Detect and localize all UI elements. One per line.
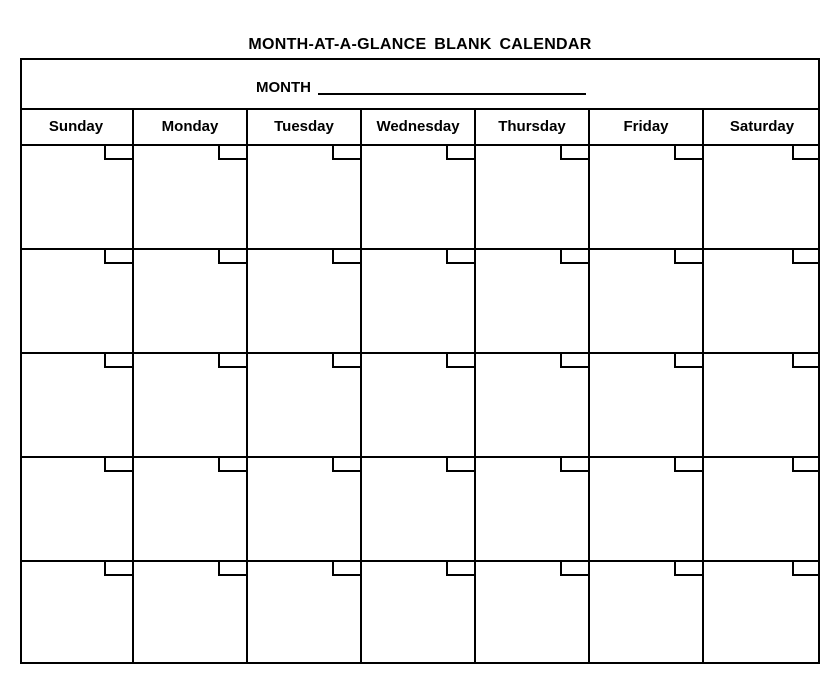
date-number-box[interactable] [560, 562, 588, 576]
day-cell[interactable] [20, 250, 134, 354]
day-cell[interactable] [248, 354, 362, 458]
date-number-box[interactable] [332, 562, 360, 576]
day-cell[interactable] [704, 354, 820, 458]
day-cell[interactable] [704, 562, 820, 664]
date-number-box[interactable] [446, 146, 474, 160]
date-number-box[interactable] [104, 146, 132, 160]
date-number-box[interactable] [332, 354, 360, 368]
date-number-box[interactable] [218, 562, 246, 576]
month-label: MONTH [256, 79, 311, 96]
day-cell[interactable] [704, 458, 820, 562]
date-number-box[interactable] [674, 354, 702, 368]
day-cell[interactable] [476, 562, 590, 664]
date-number-box[interactable] [104, 354, 132, 368]
day-cell[interactable] [20, 146, 134, 250]
date-number-box[interactable] [104, 458, 132, 472]
day-cell[interactable] [134, 146, 248, 250]
date-number-box[interactable] [792, 458, 820, 472]
date-number-box[interactable] [332, 250, 360, 264]
day-cell[interactable] [590, 354, 704, 458]
day-cell[interactable] [134, 458, 248, 562]
day-cell[interactable] [476, 354, 590, 458]
day-cell[interactable] [134, 250, 248, 354]
day-cell[interactable] [476, 458, 590, 562]
date-number-box[interactable] [674, 250, 702, 264]
day-cell[interactable] [704, 250, 820, 354]
day-cell[interactable] [362, 146, 476, 250]
date-number-box[interactable] [560, 250, 588, 264]
page-title: MONTH-AT-A-GLANCE BLANK CALENDAR [248, 36, 592, 53]
date-number-box[interactable] [792, 146, 820, 160]
day-cell[interactable] [248, 146, 362, 250]
day-cell[interactable] [590, 250, 704, 354]
date-number-box[interactable] [218, 458, 246, 472]
weekday-thursday: Thursday [476, 110, 590, 144]
date-number-box[interactable] [104, 250, 132, 264]
day-cell[interactable] [20, 458, 134, 562]
date-number-box[interactable] [792, 562, 820, 576]
date-number-box[interactable] [218, 354, 246, 368]
weekday-sunday: Sunday [20, 110, 134, 144]
month-fill-line[interactable] [318, 93, 586, 95]
day-cell[interactable] [20, 562, 134, 664]
date-number-box[interactable] [104, 562, 132, 576]
day-cell[interactable] [248, 250, 362, 354]
month-row [20, 58, 820, 110]
date-number-box[interactable] [792, 250, 820, 264]
date-number-box[interactable] [446, 354, 474, 368]
date-number-box[interactable] [446, 250, 474, 264]
weekday-monday: Monday [134, 110, 248, 144]
day-cell[interactable] [476, 250, 590, 354]
day-cell[interactable] [476, 146, 590, 250]
date-number-box[interactable] [218, 250, 246, 264]
date-number-box[interactable] [446, 562, 474, 576]
date-number-box[interactable] [332, 458, 360, 472]
day-cell[interactable] [590, 562, 704, 664]
day-cell[interactable] [134, 354, 248, 458]
day-cell[interactable] [248, 562, 362, 664]
date-number-box[interactable] [560, 146, 588, 160]
date-number-box[interactable] [674, 458, 702, 472]
weekday-header-row [20, 110, 820, 146]
date-number-box[interactable] [792, 354, 820, 368]
day-cell[interactable] [362, 354, 476, 458]
day-cell[interactable] [590, 458, 704, 562]
date-number-box[interactable] [332, 146, 360, 160]
date-number-box[interactable] [218, 146, 246, 160]
day-cell[interactable] [134, 562, 248, 664]
calendar-grid [20, 146, 820, 664]
date-number-box[interactable] [446, 458, 474, 472]
date-number-box[interactable] [674, 146, 702, 160]
day-cell[interactable] [704, 146, 820, 250]
day-cell[interactable] [20, 354, 134, 458]
date-number-box[interactable] [674, 562, 702, 576]
day-cell[interactable] [362, 250, 476, 354]
date-number-box[interactable] [560, 458, 588, 472]
weekday-friday: Friday [590, 110, 704, 144]
day-cell[interactable] [362, 458, 476, 562]
date-number-box[interactable] [560, 354, 588, 368]
weekday-wednesday: Wednesday [362, 110, 476, 144]
day-cell[interactable] [590, 146, 704, 250]
weekday-saturday: Saturday [729, 117, 795, 135]
weekday-tuesday: Tuesday [248, 110, 362, 144]
day-cell[interactable] [248, 458, 362, 562]
day-cell[interactable] [362, 562, 476, 664]
